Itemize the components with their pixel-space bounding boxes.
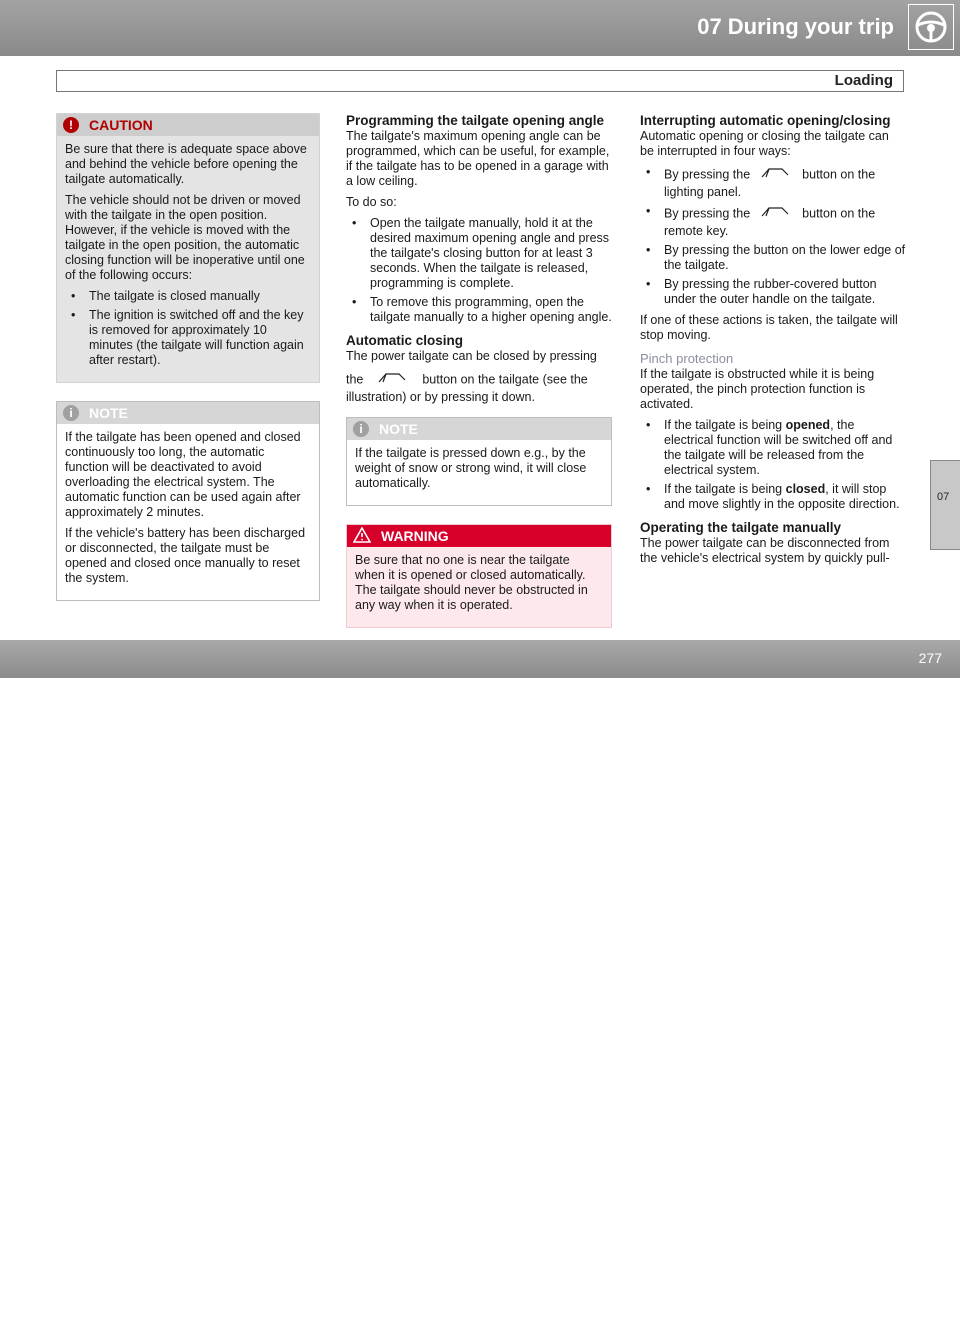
warning-text: Be sure that no one is near the tailgate when it is opened or closed automatically. The tailgate should never be obstructed in any way when it is operated. [355,553,588,612]
manual-operation-text: The power tailgate can be disconnected from the vehicle's electrical system by quickly pull- [640,536,890,565]
section-bar [56,70,904,92]
interrupt-bullet-3: • By pressing the button on the lower edge of the tailgate. [640,243,906,273]
note-text-1: If the tailgate has been opened and closed continuously too long, the automatic function will be deactivated to avoid overloading the electrical system. The automatic function can be used again after approximately 2 minutes. [65,430,301,519]
note-text-2: If the vehicle's battery has been discharged or disconnected, the tailgate must be opened and closed once manually to reset the system. [65,526,306,585]
caution-box [56,113,320,383]
chapter-title: 07 During your trip [697,14,894,39]
steering-wheel-icon [908,4,954,50]
tailgate-button-icon [760,165,790,185]
warning-header [347,525,611,547]
column-2 [346,113,612,646]
note-title-2: NOTE [379,420,418,437]
interrupt-bullet-1: • By pressing the button on the lighting panel. [640,165,906,200]
caution-bullet-1: • The tailgate is closed manually [65,289,311,304]
auto-closing-pre: the [346,372,364,387]
chapter-header [0,0,960,56]
exclamation-icon: ! [63,117,79,133]
heading-automatic-closing: Automatic closing [346,333,464,348]
side-tab-label: 07 [937,491,950,503]
auto-closing-text-1: The power tailgate can be closed by pressing [346,349,597,363]
info-icon: i [353,421,369,437]
page-footer [0,640,960,1316]
warning-triangle-icon [353,527,371,546]
interrupt-bullet-4: • By pressing the rubber-covered button under the outer handle on the tailgate. [640,277,906,307]
pinch-text: If the tailgate is obstructed while it is being operated, the pinch protection function is activated. [640,367,875,411]
column-3 [640,113,906,572]
note-header-2 [347,418,611,440]
section-title: Loading [834,72,893,89]
column-1 [56,113,320,619]
programming-bullet-2: • To remove this programming, open the tailgate manually to a higher opening angle. [346,295,612,325]
interrupting-text: Automatic opening or closing the tailgate can be interrupted in four ways: [640,129,889,158]
caution-header [57,114,319,136]
caution-text-1: Be sure that there is adequate space above and behind the vehicle before opening the tailgate automatically. [65,142,307,186]
caution-text-2: The vehicle should not be driven or moved with the tailgate in the open position. However, if the vehicle is moved with the tailgate in the open position, the automatic closing function will be inoperative until one of the following occurs: [65,193,305,282]
pinch-bullet-2: • If the tailgate is being closed, it will stop and move slightly in the opposite direction. [640,482,906,512]
watermark: carmanualsonline.info [580,1286,867,1316]
auto-closing-text-2 [346,370,612,405]
stop-moving-text: If one of these actions is taken, the tailgate will stop moving. [640,313,898,342]
heading-pinch-protection: Pinch protection [640,351,734,366]
caution-title: CAUTION [89,116,153,133]
todo-text: To do so: [346,195,397,209]
note-title: NOTE [89,404,128,421]
programming-bullet-1: • Open the tailgate manually, hold it at the desired maximum opening angle and press the tailgate's closing button for at least 3 seconds. When the tailgate is released, programming is complete. [346,216,612,291]
note-box-1 [56,401,320,601]
programming-text: The tailgate's maximum opening angle can be programmed, which can be useful, for example, if the tailgate has to be opened in a garage with a low ceiling. [346,129,610,188]
note-header [57,402,319,424]
chapter-side-tab [930,460,960,550]
heading-interrupting: Interrupting automatic opening/closing [640,113,891,128]
note-box-2 [346,417,612,506]
page-number: 277 [918,650,942,666]
note-2-text: If the tailgate is pressed down e.g., by the weight of snow or strong wind, it will close automatically. [355,446,587,490]
tailgate-button-icon [377,370,407,390]
heading-programming: Programming the tailgate opening angle [346,113,605,128]
info-icon: i [63,405,79,421]
pinch-bullet-1: • If the tailgate is being opened, the electrical function will be switched off and the tailgate will be released from the electrical system. [640,418,906,478]
interrupt-bullet-2: • By pressing the button on the remote key. [640,204,906,239]
caution-bullet-2: • The ignition is switched off and the key is removed for approximately 10 minutes (the tailgate will function again after restart). [65,308,311,368]
auto-closing-post: button on the tailgate (see the illustration) or by pressing it down. [346,372,588,404]
warning-title: WARNING [381,527,449,544]
warning-box [346,524,612,628]
tailgate-button-icon [760,204,790,224]
heading-manual-operation: Operating the tailgate manually [640,520,842,535]
